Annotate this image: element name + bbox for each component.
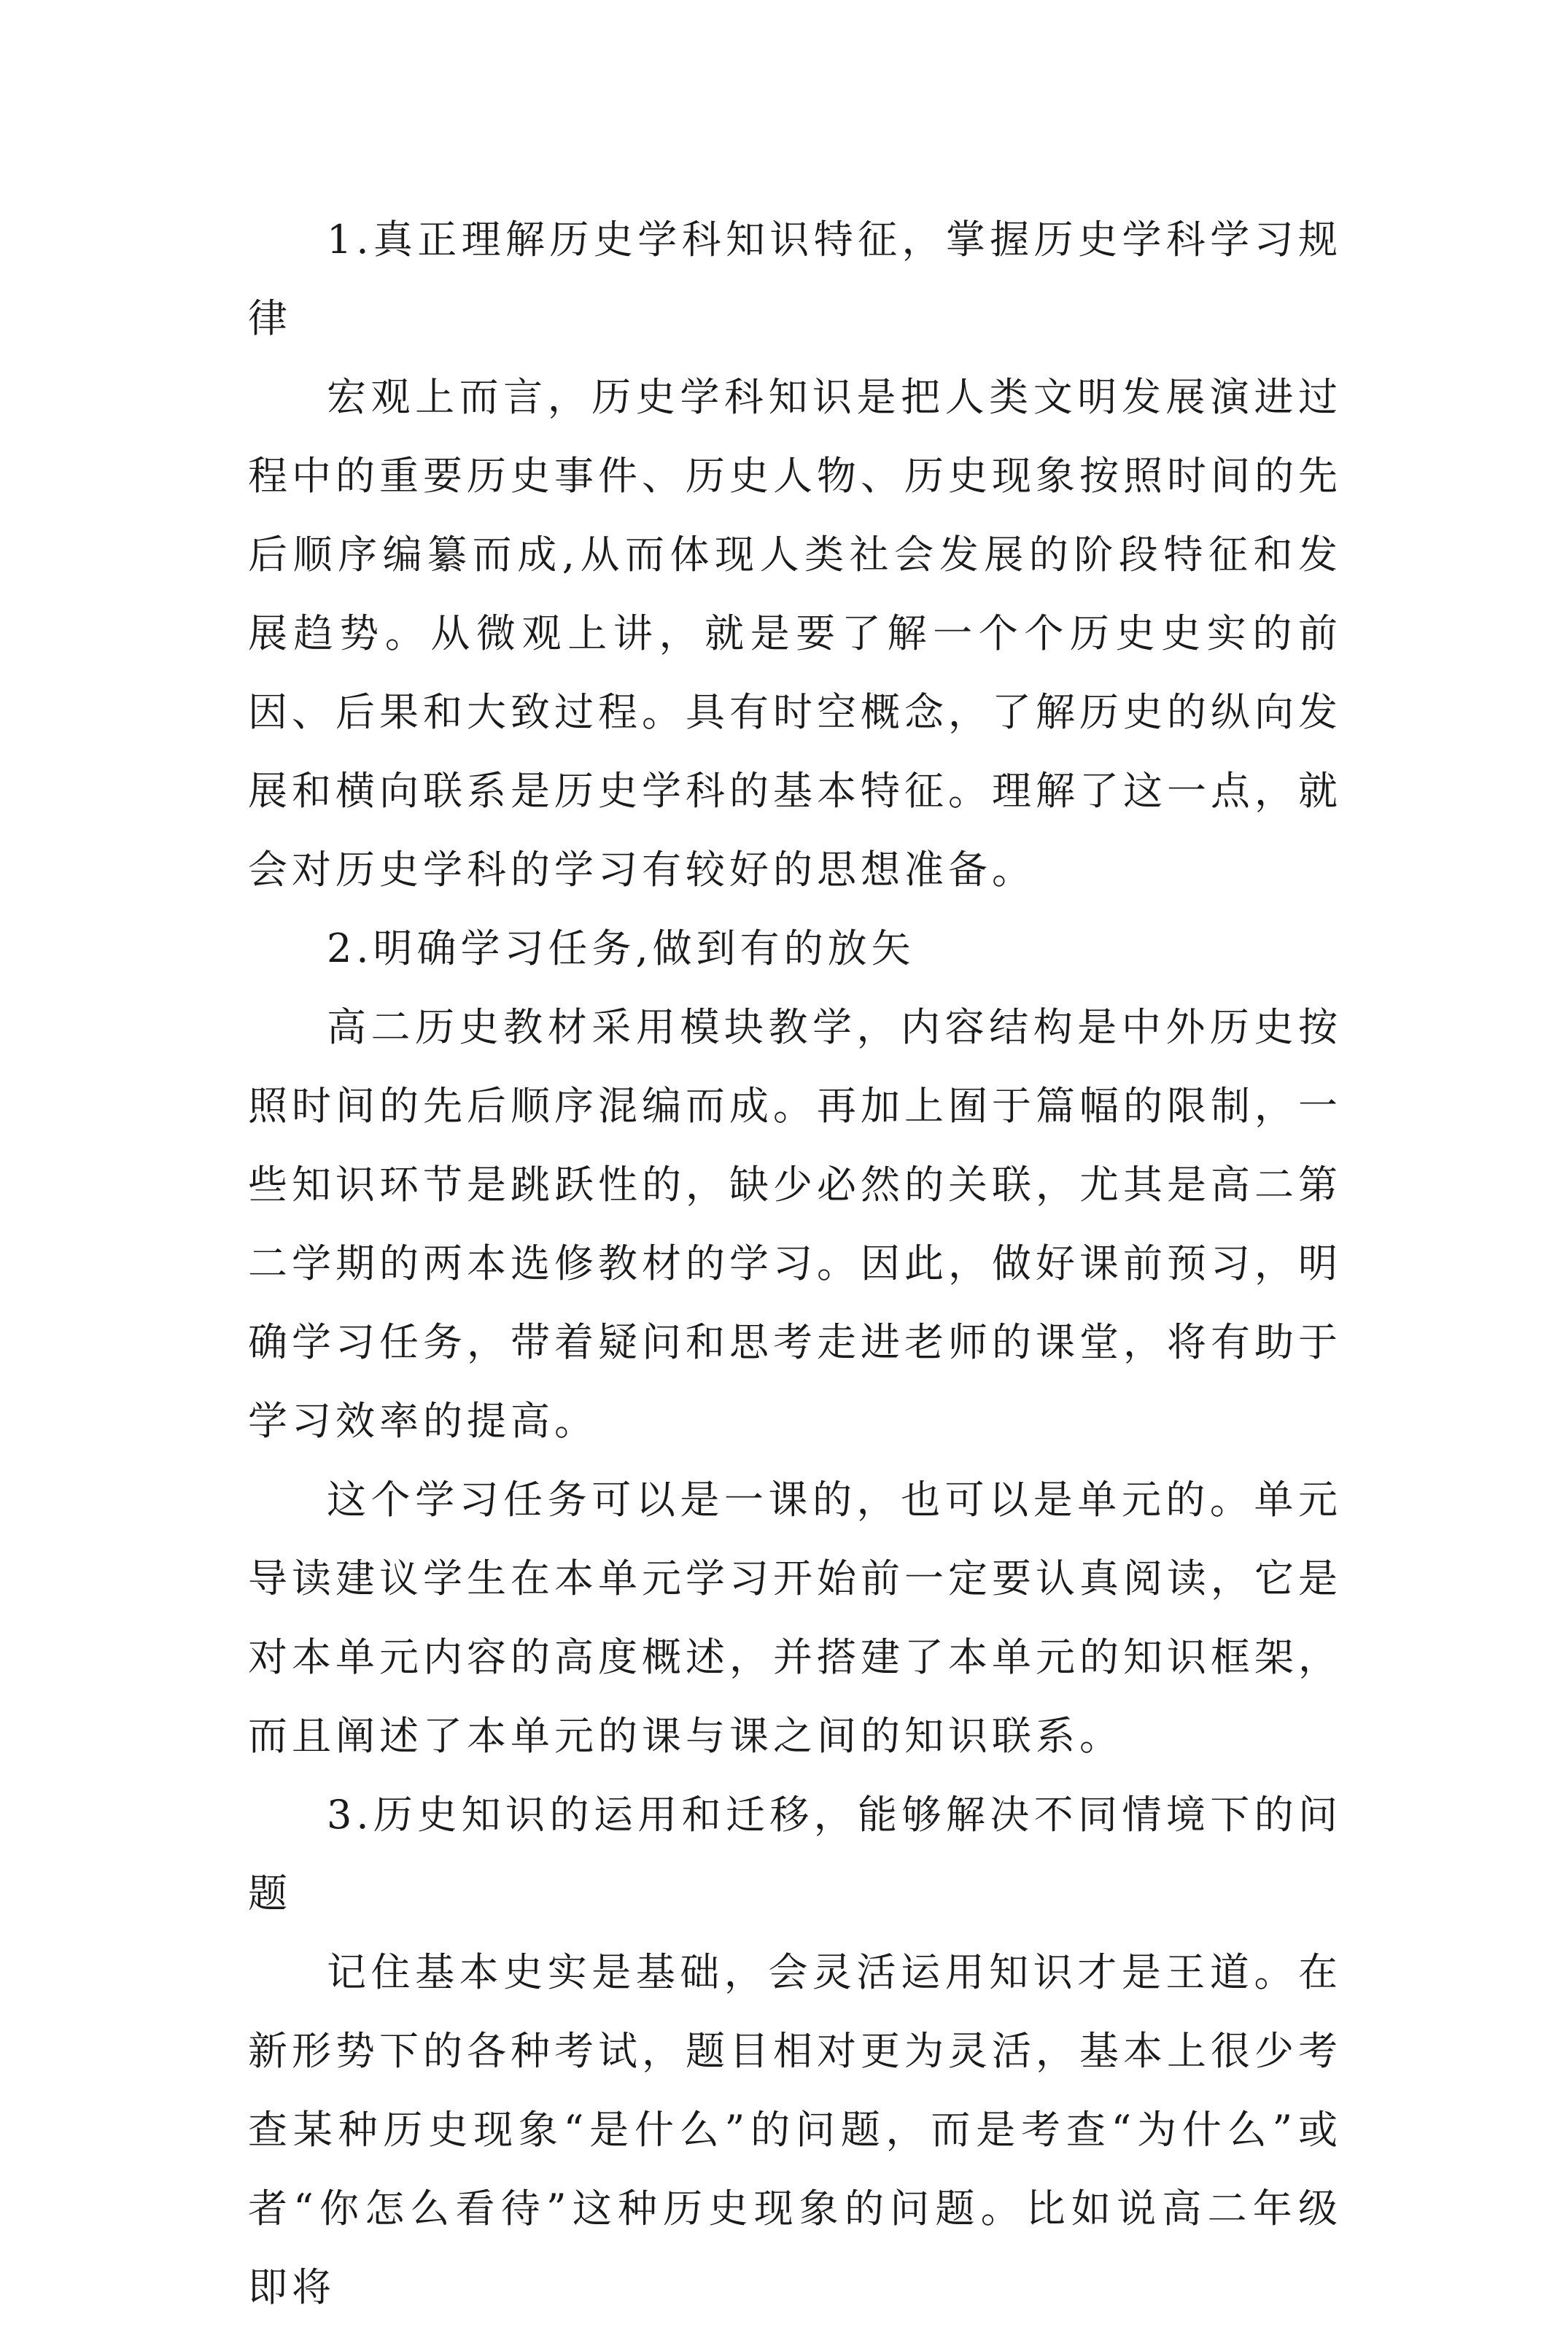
paragraph-3: 这个学习任务可以是一课的，也可以是单元的。单元导读建议学生在本单元学习开始前一定要认真阅读，它是对本单元内容的高度概述，并搭建了本单元的知识框架，而且阐述了本单元的课与课之间的知识联系。 (248, 1477, 1342, 1759)
paragraph-4: 记住基本史实是基础，会灵活运用知识才是王道。在新形势下的各种考试，题目相对更为灵活，基本上很少考查某种历史现象“是什么”的问题，而是考查“为什么”或者“你怎么看待”这种历史现象的问题。比如说高二年级即将 (248, 1949, 1342, 2310)
heading-3: 3.历史知识的运用和迁移，能够解决不同情境下的问题 (248, 1792, 1342, 1916)
heading-1: 1.真正理解历史学科知识特征，掌握历史学科学习规律 (248, 217, 1342, 341)
paragraph-1: 宏观上而言，历史学科知识是把人类文明发展演进过程中的重要历史事件、历史人物、历史现象按照时间的先后顺序编纂而成,从而体现人类社会发展的阶段特征和发展趋势。从微观上讲，就是要了解一个个历史史实的前因、后果和大致过程。具有时空概念，了解历史的纵向发展和横向联系是历史学科的基本特征。理解了这一点，就会对历史学科的学习有较好的思想准备。 (248, 374, 1342, 893)
document-body (248, 201, 1342, 2327)
heading-2: 2.明确学习任务,做到有的放矢 (327, 925, 915, 971)
paragraph-2: 高二历史教材采用模块教学，内容结构是中外历史按照时间的先后顺序混编而成。再加上囿于篇幅的限制，一些知识环节是跳跃性的，缺少必然的关联，尤其是高二第二学期的两本选修教材的学习。因此，做好课前预习，明确学习任务，带着疑问和思考走进老师的课堂，将有助于学习效率的提高。 (248, 1004, 1342, 1444)
